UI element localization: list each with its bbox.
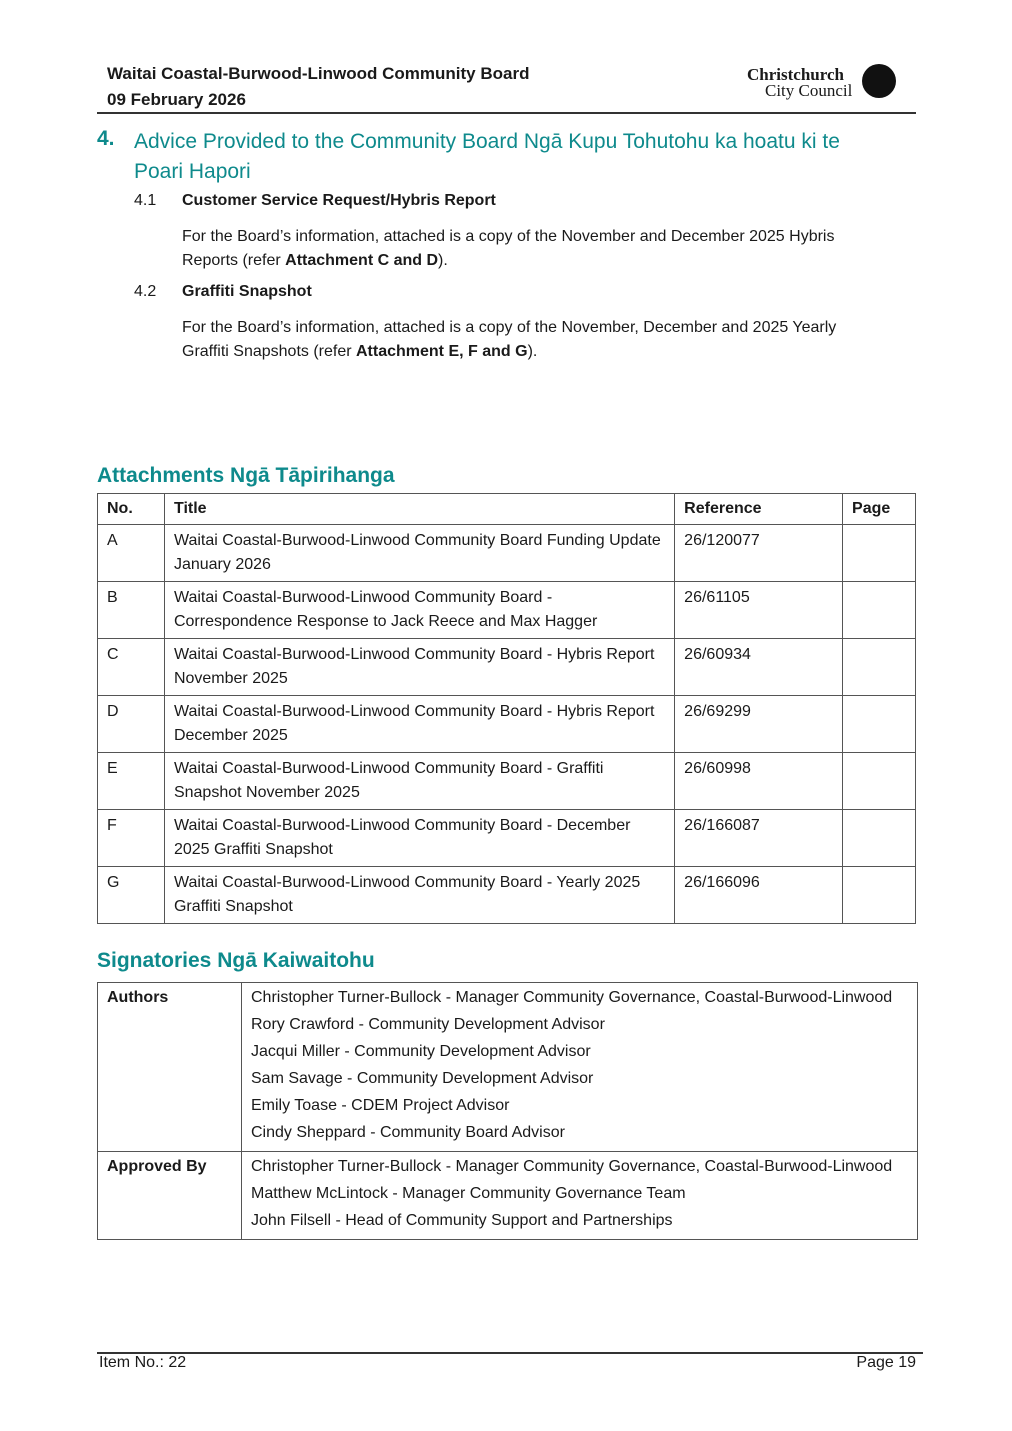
cell-ref: 26/166096 bbox=[675, 867, 843, 924]
cell-no: D bbox=[98, 696, 165, 753]
cell-ref: 26/166087 bbox=[675, 810, 843, 867]
table-row bbox=[98, 525, 916, 582]
item-number: 4.1 bbox=[134, 192, 157, 209]
signatory-row bbox=[98, 1152, 918, 1240]
cell-ref: 26/61105 bbox=[675, 582, 843, 639]
attachments-heading: Attachments Ngā Tāpirihanga bbox=[97, 464, 395, 487]
table-row bbox=[98, 696, 916, 753]
cell-page bbox=[843, 582, 916, 639]
item-title: Graffiti Snapshot bbox=[182, 283, 312, 300]
section-number: 4. bbox=[97, 127, 115, 150]
cell-no: G bbox=[98, 867, 165, 924]
board-name: Waitai Coastal-Burwood-Linwood Community Board bbox=[107, 64, 530, 83]
signatory-person: Christopher Turner-Bullock - Manager Community Governance, Coastal-Burwood-Linwood bbox=[251, 1158, 893, 1175]
signatories-heading: Signatories Ngā Kaiwaitohu bbox=[97, 949, 375, 972]
signatory-names bbox=[242, 983, 918, 1152]
cell-page bbox=[843, 753, 916, 810]
cell-title: Waitai Coastal-Burwood-Linwood Community Board - December 2025 Graffiti Snapshot bbox=[164, 810, 674, 867]
footer-page-number: Page 19 bbox=[856, 1354, 916, 1371]
header-divider bbox=[97, 112, 916, 114]
attachments-table bbox=[97, 493, 916, 924]
cell-title: Waitai Coastal-Burwood-Linwood Community Board - Hybris Report December 2025 bbox=[164, 696, 674, 753]
signatory-names bbox=[242, 1152, 918, 1240]
council-emblem-icon bbox=[862, 64, 896, 98]
cell-title: Waitai Coastal-Burwood-Linwood Community Board - Hybris Report November 2025 bbox=[164, 639, 674, 696]
cell-page bbox=[843, 696, 916, 753]
signatory-person: Rory Crawford - Community Development Advisor bbox=[251, 1016, 605, 1033]
cell-no: E bbox=[98, 753, 165, 810]
cell-no: A bbox=[98, 525, 165, 582]
cell-title: Waitai Coastal-Burwood-Linwood Community Board - Graffiti Snapshot November 2025 bbox=[164, 753, 674, 810]
signatory-person: John Filsell - Head of Community Support and Partnerships bbox=[251, 1212, 673, 1229]
cell-title: Waitai Coastal-Burwood-Linwood Community Board Funding Update January 2026 bbox=[164, 525, 674, 582]
table-row bbox=[98, 810, 916, 867]
meeting-date: 09 February 2026 bbox=[107, 90, 246, 109]
cell-ref: 26/60934 bbox=[675, 639, 843, 696]
section-title: Advice Provided to the Community Board Ngā Kupu Tohutohu ka hoatu ki te Poari Hapori bbox=[134, 130, 840, 183]
signatory-person: Christopher Turner-Bullock - Manager Community Governance, Coastal-Burwood-Linwood bbox=[251, 989, 893, 1006]
signatory-role: Approved By bbox=[98, 1152, 242, 1240]
cell-ref: 26/120077 bbox=[675, 525, 843, 582]
signatory-role: Authors bbox=[98, 983, 242, 1152]
table-row bbox=[98, 582, 916, 639]
signatory-person: Sam Savage - Community Development Advisor bbox=[251, 1070, 594, 1087]
item-text: For the Board’s information, attached is a copy of the November, December and 2025 Yearly Graffiti Snapshots (refer Attachment E, F and G). bbox=[182, 319, 837, 360]
cell-page bbox=[843, 639, 916, 696]
cell-no: B bbox=[98, 582, 165, 639]
cell-page bbox=[843, 525, 916, 582]
item-number: 4.2 bbox=[134, 283, 157, 300]
cell-page bbox=[843, 810, 916, 867]
signatory-person: Jacqui Miller - Community Development Advisor bbox=[251, 1043, 591, 1060]
signatory-person: Cindy Sheppard - Community Board Advisor bbox=[251, 1124, 565, 1141]
table-header: No. Title Reference Page bbox=[98, 494, 916, 525]
table-row bbox=[98, 639, 916, 696]
cell-ref: 26/60998 bbox=[675, 753, 843, 810]
signatory-person: Emily Toase - CDEM Project Advisor bbox=[251, 1097, 510, 1114]
cell-no: C bbox=[98, 639, 165, 696]
signatory-person: Matthew McLintock - Manager Community Governance Team bbox=[251, 1185, 686, 1202]
footer-item-number: Item No.: 22 bbox=[99, 1354, 187, 1371]
footer-divider bbox=[97, 1352, 923, 1354]
item-title: Customer Service Request/Hybris Report bbox=[182, 192, 496, 209]
signatory-row bbox=[98, 983, 918, 1152]
cell-title: Waitai Coastal-Burwood-Linwood Community Board - Yearly 2025 Graffiti Snapshot bbox=[164, 867, 674, 924]
item-text: For the Board’s information, attached is a copy of the November and December 2025 Hybris Reports (refer Attachment C and D). bbox=[182, 228, 835, 269]
signatories-table bbox=[97, 982, 918, 1240]
cell-no: F bbox=[98, 810, 165, 867]
cell-title: Waitai Coastal-Burwood-Linwood Community Board - Correspondence Response to Jack Reece and Max Hagger bbox=[164, 582, 674, 639]
table-row bbox=[98, 867, 916, 924]
council-logo: Christchurch City Council bbox=[745, 63, 900, 103]
table-row bbox=[98, 753, 916, 810]
cell-ref: 26/69299 bbox=[675, 696, 843, 753]
cell-page bbox=[843, 867, 916, 924]
